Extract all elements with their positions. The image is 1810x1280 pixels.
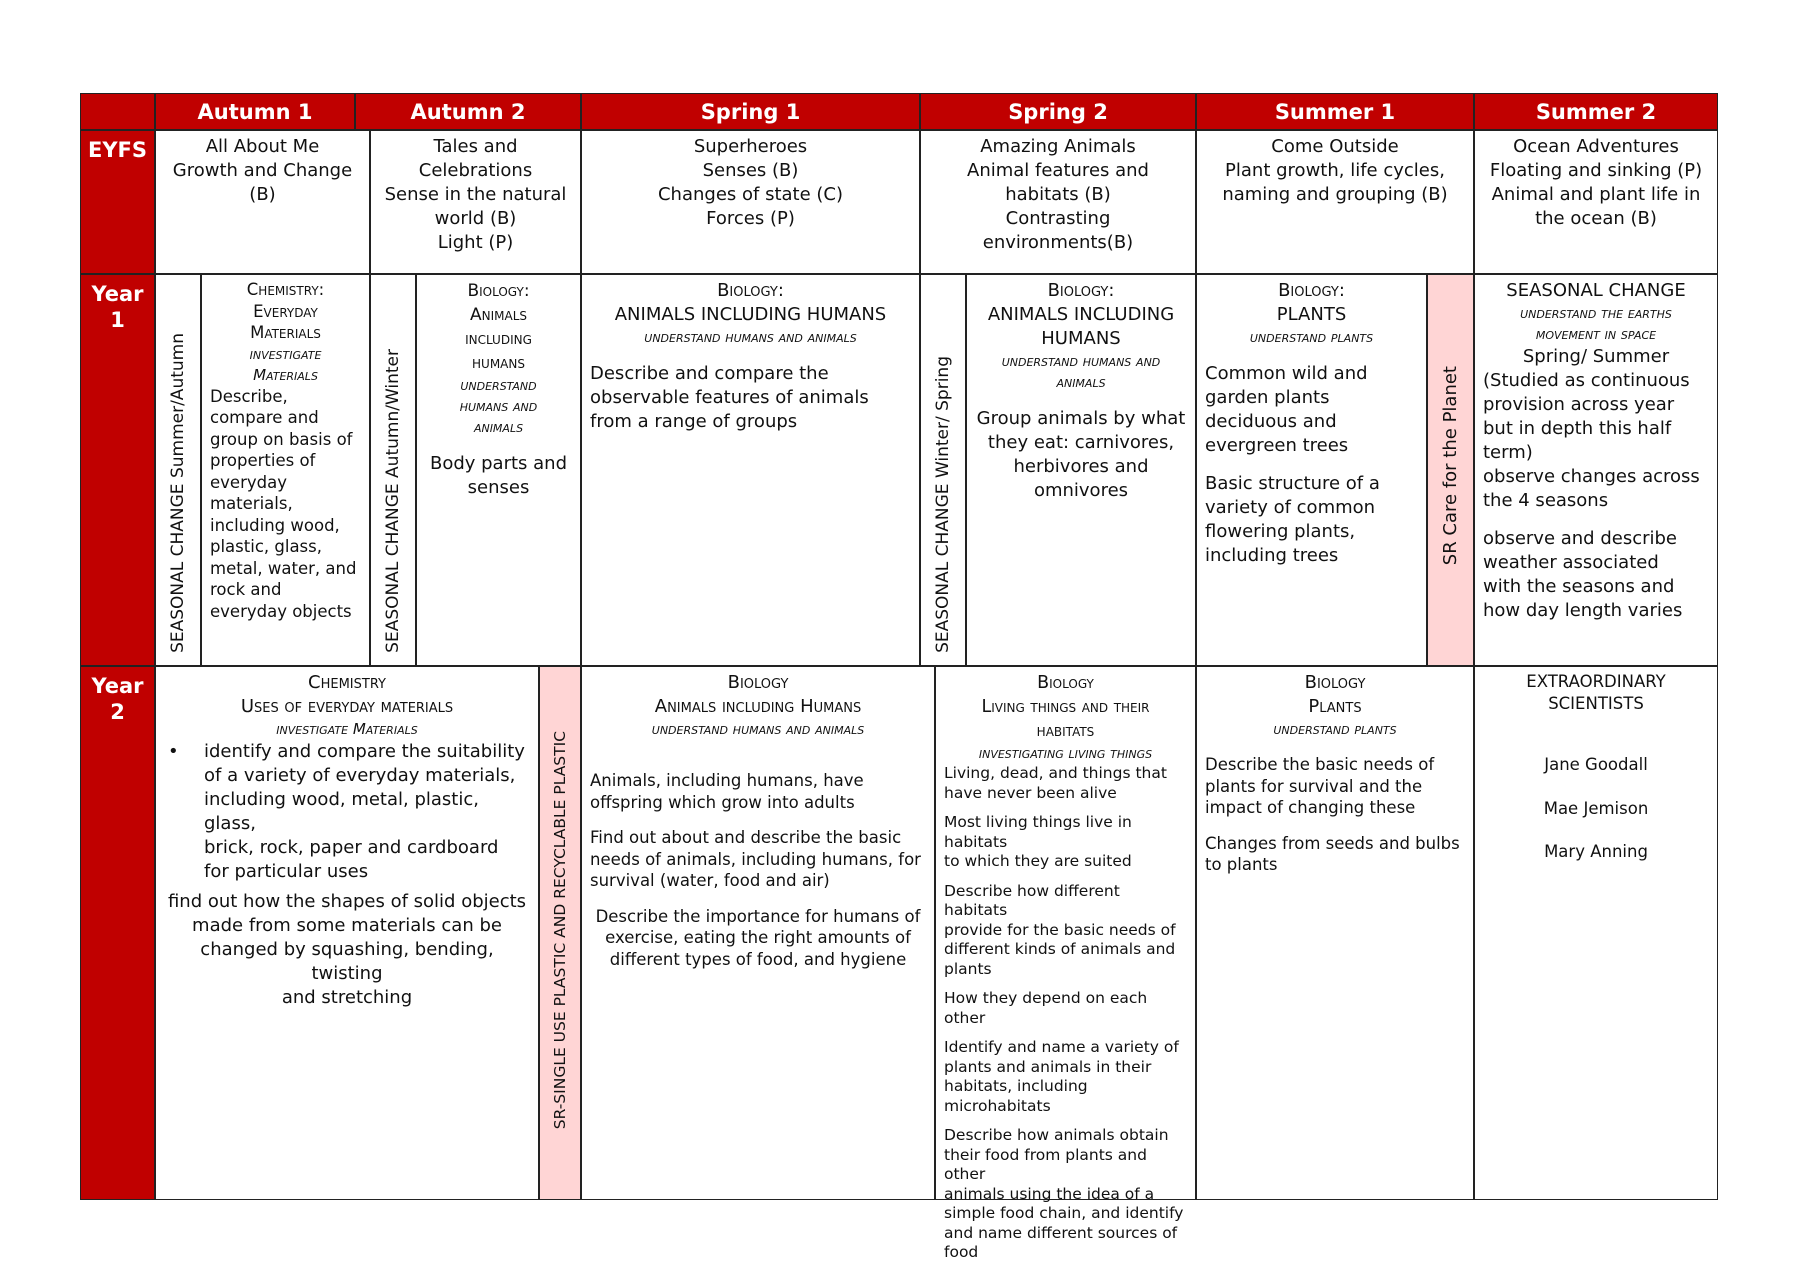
y2-chem-bullet-line: brick, rock, paper and cardboard [204, 837, 499, 858]
y1-seasonal-body: the 4 seasons [1483, 490, 1609, 511]
y2-bio2-item: habitats, including microhabitats [944, 1077, 1088, 1115]
y2-bio1-body: Find out about and describe the basic [590, 828, 902, 847]
eyfs-spring-1 [581, 130, 920, 274]
y2-bio1-body: exercise, eating the right amounts of [605, 928, 911, 947]
eyfs-a2-line: Tales and [433, 136, 518, 157]
y1-seasonal-body: weather associated [1483, 552, 1659, 573]
header-spring-1: Spring 1 [581, 93, 920, 130]
row-label-year-1 [80, 274, 155, 666]
y2-extraordinary-scientists [1474, 666, 1718, 1200]
y1-chem-body: materials, [210, 494, 293, 513]
y1-seasonal-body: with the seasons and [1483, 576, 1675, 597]
y2-bio2-item: plants [944, 959, 992, 978]
eyfs-s1-line: Senses (B) [702, 160, 799, 181]
y2-sr-single-use-plastic [539, 666, 581, 1200]
y1-bio3-body: herbivores and [1013, 456, 1149, 477]
y1-chem-body: everyday [210, 472, 287, 492]
y2-chem-bullet-line: including wood, metal, plastic, glass, [204, 789, 479, 834]
y1-chem-body: rock and [210, 580, 282, 599]
eyfs-s1-line: Superheroes [693, 136, 808, 157]
y1-bio3-title: HUMANS [1041, 328, 1121, 349]
header-spring-2: Spring 2 [920, 93, 1196, 130]
y2-bio2-item: Describe how animals obtain [944, 1126, 1169, 1144]
y2-scientist-name: Mae Jemison [1543, 798, 1649, 818]
y2-chem-body: made from some materials can be [192, 915, 502, 936]
y2-bio3-title: Biology [1304, 672, 1366, 693]
y1-chem-title: Everyday [253, 301, 318, 321]
y2-chem-title: Uses of everyday materials [240, 696, 454, 717]
y1-chem-body: including wood, [210, 515, 340, 535]
y1-bio4-body: Common wild and [1205, 363, 1368, 384]
y2-bio2-title: Biology [1037, 673, 1094, 693]
y1-seasonal-body: observe changes across [1483, 466, 1700, 487]
eyfs-a2-line: world (B) [434, 208, 517, 229]
y2-bio3-body: Describe the basic needs of [1205, 755, 1435, 774]
y1-bio3-sub: understand humans and [1001, 352, 1161, 370]
year1-label-number: 1 [110, 308, 125, 332]
eyfs-a2-line: Celebrations [418, 160, 533, 181]
y2-bio2-item: their food from plants and other [944, 1145, 1147, 1183]
y2-bio2-sub: investigating living things [978, 744, 1153, 762]
y2-bio3-body: plants for survival and the [1205, 776, 1423, 796]
row-label-year-2 [80, 666, 155, 1200]
y2-scientist-name: Jane Goodall [1544, 755, 1648, 774]
y2-bio3-sub: understand plants [1273, 720, 1397, 738]
eyfs-su2-line: Floating and sinking (P) [1489, 160, 1703, 181]
y2-bio2-item: simple food chain, and identify [944, 1204, 1184, 1222]
y1-bio4-body: including trees [1205, 545, 1339, 566]
y1-seasonal-change [1474, 274, 1718, 666]
eyfs-spring-2 [920, 130, 1196, 274]
y1-chem-title: Materials [250, 323, 321, 342]
y2-bio1-title: Biology [727, 672, 789, 693]
eyfs-su2-line: Animal and plant life in [1491, 184, 1701, 205]
header-corner [80, 93, 155, 130]
y1-seasonal-body: term) [1483, 442, 1533, 463]
y2-bio2-item: How they depend on each other [944, 989, 1148, 1027]
y1-chem-body: everyday objects [210, 601, 352, 621]
y1-bio1-title: including [465, 329, 532, 349]
y1-bio4-title: PLANTS [1276, 304, 1347, 325]
y1-bio3-body: they eat: carnivores, [987, 432, 1175, 453]
y2-bio2-item: different kinds of animals and [944, 940, 1176, 958]
y1-chem-sub: investigate [249, 344, 322, 363]
year2-label-number: 2 [110, 700, 125, 724]
y2-bio2-item: food [944, 1243, 979, 1261]
y2-bio2-item: to which they are suited [944, 852, 1132, 870]
y1-seasonal-winter-spring-text: SEASONAL CHANGE Winter/ Spring [933, 356, 953, 653]
y2-biology-plants [1196, 666, 1474, 1200]
y2-chem-bullet [164, 740, 530, 884]
y1-bio4-body: evergreen trees [1205, 435, 1349, 456]
y1-seasonal-sub: movement in space [1535, 325, 1657, 343]
y1-biology-diet [966, 274, 1196, 666]
y1-bio4-body: variety of common [1205, 497, 1376, 518]
eyfs-su2-line: the ocean (B) [1535, 208, 1657, 229]
y2-bio2-title: Living things and their [981, 697, 1150, 717]
y2-chem-title: Chemistry [308, 672, 386, 693]
y2-bio2-item: animals using the idea of a [944, 1184, 1155, 1203]
y1-chem-body: Describe, [210, 386, 288, 406]
y1-bio1-title: Biology: [467, 281, 530, 301]
row-label-eyfs [80, 130, 155, 274]
y2-bio1-body: needs of animals, including humans, for [590, 849, 921, 869]
year2-label-word: Year [91, 674, 144, 698]
y2-bio2-item: provide for the basic needs of [944, 920, 1176, 939]
y1-bio2-title: ANIMALS INCLUDING HUMANS [614, 304, 887, 325]
y1-bio1-title: Animals [469, 305, 527, 325]
eyfs-a1-line: (B) [249, 184, 276, 205]
header-autumn-2: Autumn 2 [355, 93, 581, 130]
eyfs-s1-line: Forces (P) [706, 208, 795, 229]
y1-bio3-title: Biology: [1047, 280, 1115, 301]
eyfs-a2-line: Light (P) [437, 232, 514, 253]
y2-bio3-body: Changes from seeds and bulbs [1205, 833, 1460, 853]
header-summer-1: Summer 1 [1196, 93, 1474, 130]
eyfs-s1-line: Changes of state (C) [657, 184, 844, 205]
y1-seasonal-body: (Studied as continuous [1483, 370, 1690, 391]
eyfs-a1-line: Growth and Change [172, 160, 353, 181]
y2-scientist-name: Mary Anning [1544, 842, 1648, 861]
y2-bio2-item: Most living things live in habitats [944, 813, 1132, 851]
eyfs-su1-line: naming and grouping (B) [1222, 184, 1448, 205]
y1-bio2-sub: understand humans and animals [644, 328, 857, 346]
y1-bio1-sub: understand [460, 376, 537, 394]
y2-sci-title: EXTRAORDINARY [1526, 672, 1666, 691]
y2-bio2-item: have never been alive [944, 783, 1117, 802]
eyfs-a1-line: All About Me [205, 136, 320, 157]
y1-seasonal-body: provision across year [1483, 394, 1675, 415]
curriculum-table [80, 93, 1722, 1261]
y1-chem-body: properties of [210, 451, 316, 470]
y2-bio1-title: Animals including Humans [654, 696, 862, 717]
y2-bio1-body: offspring which grow into adults [590, 792, 855, 812]
y1-seasonal-summer-autumn [155, 274, 201, 666]
y1-chem-body: group on basis of [210, 429, 353, 449]
y1-chem-body: compare and [210, 408, 319, 427]
y1-seasonal-body: observe and describe [1483, 528, 1678, 549]
y2-bio2-item: and name different sources of [944, 1223, 1178, 1242]
y1-biology-animals-features [581, 274, 920, 666]
y1-seasonal-summer-autumn-text: SEASONAL CHANGE Summer/Autumn [168, 333, 188, 653]
eyfs-s2-line: Amazing Animals [980, 136, 1136, 157]
y2-sci-title: SCIENTISTS [1548, 693, 1644, 713]
y2-bio2-item: Identify and name a variety of [944, 1038, 1179, 1056]
y2-bio3-body: to plants [1205, 855, 1278, 874]
y1-bio3-title: ANIMALS INCLUDING [987, 304, 1175, 325]
y2-chemistry-materials [155, 666, 539, 1200]
y1-bio3-body: Group animals by what [976, 408, 1186, 429]
y1-bio4-body: Basic structure of a [1205, 473, 1380, 494]
y1-seasonal-body: but in depth this half [1483, 418, 1672, 439]
y1-bio1-sub: humans and [459, 397, 538, 415]
y1-bio1-body: Body parts and [429, 453, 568, 474]
y1-bio3-body: omnivores [1033, 480, 1129, 501]
y2-bio2-item: Living, dead, and things that [944, 764, 1167, 782]
y2-bio2-item: Describe how different habitats [944, 881, 1120, 919]
y1-bio1-sub: animals [473, 418, 524, 436]
eyfs-s2-line: habitats (B) [1005, 184, 1111, 205]
y1-chem-body: plastic, glass, [210, 537, 322, 556]
y1-seasonal-autumn-winter-text: SEASONAL CHANGE Autumn/Winter [383, 349, 403, 653]
y1-chem-sub: Materials [253, 365, 318, 384]
y1-chem-title: Chemistry: [246, 280, 325, 299]
y1-sr-care-for-planet-text: SR Care for the Planet [1439, 365, 1461, 565]
y2-bio1-body: different types of food, and hygiene [609, 949, 907, 969]
y2-chem-body: changed by squashing, bending, twisting [200, 939, 494, 984]
header-autumn-1: Autumn 1 [155, 93, 355, 130]
eyfs-s2-line: Contrasting [1005, 208, 1111, 229]
y2-biology-habitats [935, 666, 1196, 1261]
y1-bio4-title: Biology: [1278, 280, 1345, 301]
y2-chem-body: and stretching [281, 987, 413, 1008]
y2-chem-bullet-line: • identify and compare the suitability [204, 741, 525, 762]
y2-bio1-body: survival (water, food and air) [590, 871, 830, 890]
eyfs-s2-line: Animal features and [967, 160, 1149, 181]
y1-chem-body: metal, water, and [210, 558, 357, 578]
eyfs-summer-2 [1474, 130, 1718, 274]
y2-chem-bullet-line: of a variety of everyday materials, [204, 765, 516, 786]
y1-seasonal-body: Spring/ Summer [1522, 346, 1670, 367]
y1-bio3-sub: animals [1056, 373, 1106, 391]
y1-bio2-body: observable features of animals [590, 387, 869, 408]
y1-seasonal-winter-spring [920, 274, 966, 666]
y2-biology-animals [581, 666, 935, 1200]
y2-bio2-title: habitats [1036, 721, 1095, 741]
y1-bio2-title: Biology: [717, 280, 784, 301]
y1-bio1-title: humans [472, 353, 525, 373]
y1-bio4-body: deciduous and [1205, 411, 1337, 432]
eyfs-summer-1 [1196, 130, 1474, 274]
y1-bio1-body: senses [467, 477, 530, 498]
y2-bio1-body: Animals, including humans, have [590, 771, 864, 790]
y1-chemistry-materials [201, 274, 370, 666]
eyfs-su1-line: Plant growth, life cycles, [1225, 160, 1445, 181]
eyfs-autumn-1 [155, 130, 370, 274]
y1-bio4-sub: understand plants [1249, 328, 1374, 346]
y1-biology-plants [1196, 274, 1427, 666]
eyfs-s2-line: environments(B) [982, 232, 1134, 253]
eyfs-a2-line: Sense in the natural [384, 184, 567, 205]
y1-seasonal-title: SEASONAL CHANGE [1506, 280, 1686, 301]
y2-bio1-body: Describe the importance for humans of [595, 906, 921, 926]
y2-chem-bullet-line: for particular uses [204, 861, 369, 882]
y1-bio2-body: from a range of groups [590, 411, 798, 432]
y1-bio4-body: flowering plants, [1205, 521, 1356, 542]
y2-sr-single-use-plastic-text: SR-SINGLE USE PLASTIC AND RECYCLABLE PLASTIC [551, 730, 569, 1129]
header-summer-2: Summer 2 [1474, 93, 1718, 130]
eyfs-label: EYFS [87, 138, 148, 162]
y2-bio1-sub: understand humans and animals [651, 720, 865, 738]
y1-seasonal-autumn-winter [370, 274, 416, 666]
y2-bio3-title: Plants [1308, 696, 1362, 717]
eyfs-autumn-2 [370, 130, 581, 274]
eyfs-su2-line: Ocean Adventures [1513, 136, 1679, 157]
y2-bio3-body: impact of changing these [1205, 798, 1416, 817]
y1-seasonal-sub: understand the earths [1520, 304, 1672, 322]
y2-chem-body: find out how the shapes of solid objects [167, 891, 527, 912]
y1-seasonal-body: how day length varies [1483, 600, 1683, 621]
year1-label-word: Year [91, 282, 144, 306]
y1-sr-care-for-planet [1427, 274, 1474, 666]
y1-biology-body-parts [416, 274, 581, 666]
y1-bio4-body: garden plants [1205, 387, 1330, 408]
y2-bio2-item: plants and animals in their [944, 1057, 1152, 1076]
y2-chem-sub: investigate Materials [276, 720, 418, 738]
y1-bio2-body: Describe and compare the [590, 363, 829, 384]
eyfs-su1-line: Come Outside [1271, 136, 1399, 157]
